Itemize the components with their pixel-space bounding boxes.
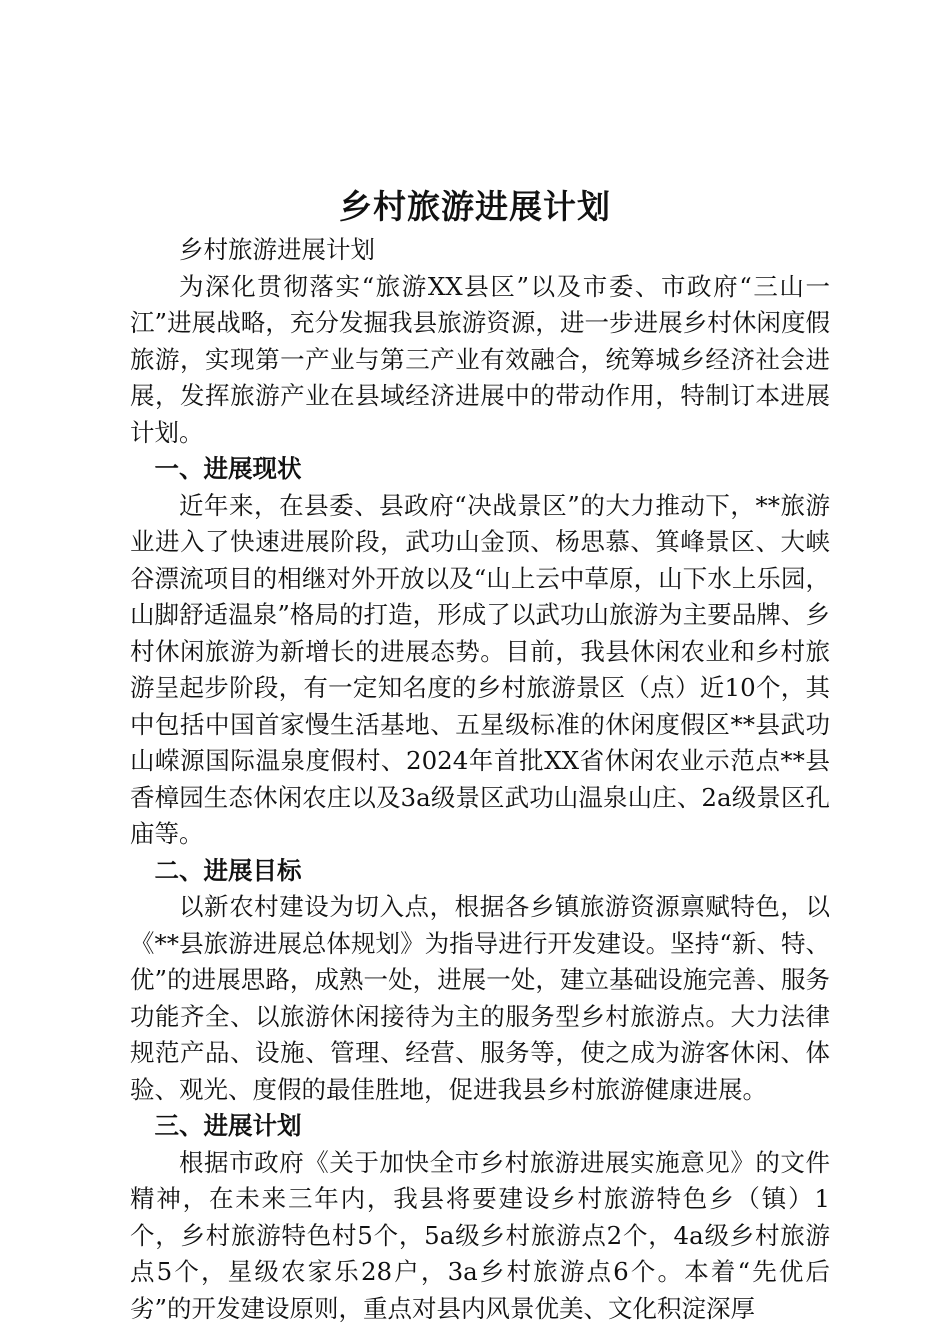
section-heading-plan: 三、进展计划 — [154, 1111, 302, 1140]
section-paragraph-goals: 以新农村建设为切入点，根据各乡镇旅游资源禀赋特色，以《**县旅游进展总体规划》为指导进行开发建设。坚持“新、特、优”的进展思路，成熟一处，进展一处，建立基础设施完善、服务功能齐全、以旅游休闲接待为主的服务型乡村旅游点。大力法律规范产品、设施、管理、经营、服务等，使之成为游客休闲、体验、观光、度假的最佳胜地，促进我县乡村旅游健康进展。 — [130, 892, 830, 1104]
subtitle-paragraph: 乡村旅游进展计划 — [179, 235, 375, 264]
section-heading-status: 一、进展现状 — [154, 454, 302, 483]
document-title: 乡村旅游进展计划 — [339, 187, 611, 226]
section-paragraph-status: 近年来，在县委、县政府“决战景区”的大力推动下，**旅游业进入了快速进展阶段，武功山金顶、杨思慕、箕峰景区、大峡谷漂流项目的相继对外开放以及“山上云中草原，山下水上乐园，山脚舒适温泉”格局的打造，形成了以武功山旅游为主要品牌、乡村休闲旅游为新增长的进展态势。目前，我县休闲农业和乡村旅游呈起步阶段，有一定知名度的乡村旅游景区（点）近10个，其中包括中国首家慢生活基地、五星级标准的休闲度假区**县武功山嵘源国际温泉度假村、2024年首批XX省休闲农业示范点**县香樟园生态休闲农庄以及3a级景区武功山温泉山庄、2a级景区孔庙等。 — [130, 490, 830, 848]
section-paragraph-plan: 根据市政府《关于加快全市乡村旅游进展实施意见》的文件精神，在未来三年内，我县将要建设乡村旅游特色乡（镇）1个，乡村旅游特色村5个，5a级乡村旅游点2个，4a级乡村旅游点5个，星级农家乐28户，3a乡村旅游点6个。本着“先优后劣”的开发建设原则，重点对县内风景优美、文化积淀深厚 — [130, 1147, 830, 1323]
intro-paragraph: 为深化贯彻落实“旅游XX县区”以及市委、市政府“三山一江”进展战略，充分发掘我县旅游资源，进一步进展乡村休闲度假旅游，实现第一产业与第三产业有效融合，统筹城乡经济社会进展，发挥旅游产业在县域经济进展中的带动作用，特制订本进展计划。 — [130, 271, 830, 447]
document-body — [130, 232, 830, 1327]
section-heading-goals: 二、进展目标 — [154, 855, 302, 885]
